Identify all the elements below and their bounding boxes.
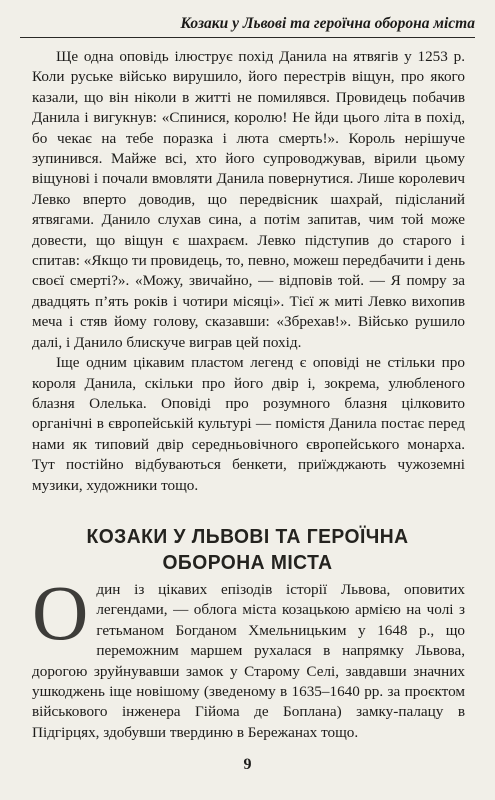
section-paragraph: дин із цікавих епізодів історії Львова, оповитих легендами, — облога міста козацькою армією на чолі з гетьманом Богданом Хмельницьким у 1648 р., що переможним маршем рухалася в напрямку Львова, дорогою зруйнувавши замок у Старому Селі, завдавши значних ушкоджень іще новішому (зведеному в 1635–1640 рр. за проєктом військового інженера Гійома де Боплана) замку-палацу в Підгірцях, здобувши твердиню в Бережанах тощо. (32, 581, 465, 741)
drop-cap: О (32, 569, 89, 656)
running-head: Козаки у Львові та героїчна оборона міста (20, 14, 475, 38)
paragraph-2: Іще одним цікавим пластом легенд є оповіді не стільки про короля Данила, скільки про його двір і, зокрема, улюбленого блазня Олелька. Оповіді про розумного блазня цілковито органічні в європейській культурі — помістя Данила постає перед нами як типовий двір середньовічного європейського монарха. Тут постійно відбуваються бенкети, приїжджають чужоземні музики, художники тощо. (32, 354, 465, 494)
section-text (32, 569, 465, 743)
main-text (32, 47, 465, 496)
section-heading (43, 524, 452, 576)
section-heading-line-1: КОЗАКИ У ЛЬВОВІ ТА ГЕРОЇЧНА (86, 525, 409, 548)
section-heading-line-2: ОБОРОНА МІСТА (162, 551, 333, 574)
paragraph-1: Ще одна оповідь ілюструє похід Данила на ятвягів у 1253 р. Коли руське військо вирушило, його перестрів віщун, про якого казали, що він ніколи в житті не помилявся. Провидець побачив Данила і вигукнув: «Спинися, королю! Не йди цього літа в похід, бо чекає на тебе поразка і люта смерть!». Король нерішуче зупинився. Майже всі, хто його супроводжував, вірили цьому віщунові і почали вмовляти Данила повернутися. Лише королевич Левко вперто доводив, що передвісник шахрай, підісланий ятвягами. Данило слухав сина, а потім запитав, чим той може довести, що віщун є шахраєм. Левко підступив до старого і спитав: «Якщо ти провидець, то, певно, можеш передбачити і день своєї смерті?». «Можу, звичайно, — відповів той. — Я помру за двадцять п’ять років і чотири місяці». Тієї ж миті Левко вихопив меча і стяв йому голову, сказавши: «Збрехав!». Військо рушило далі, і Данило блискуче виграв цей похід. (32, 48, 466, 351)
page-number: 9 (243, 756, 252, 773)
